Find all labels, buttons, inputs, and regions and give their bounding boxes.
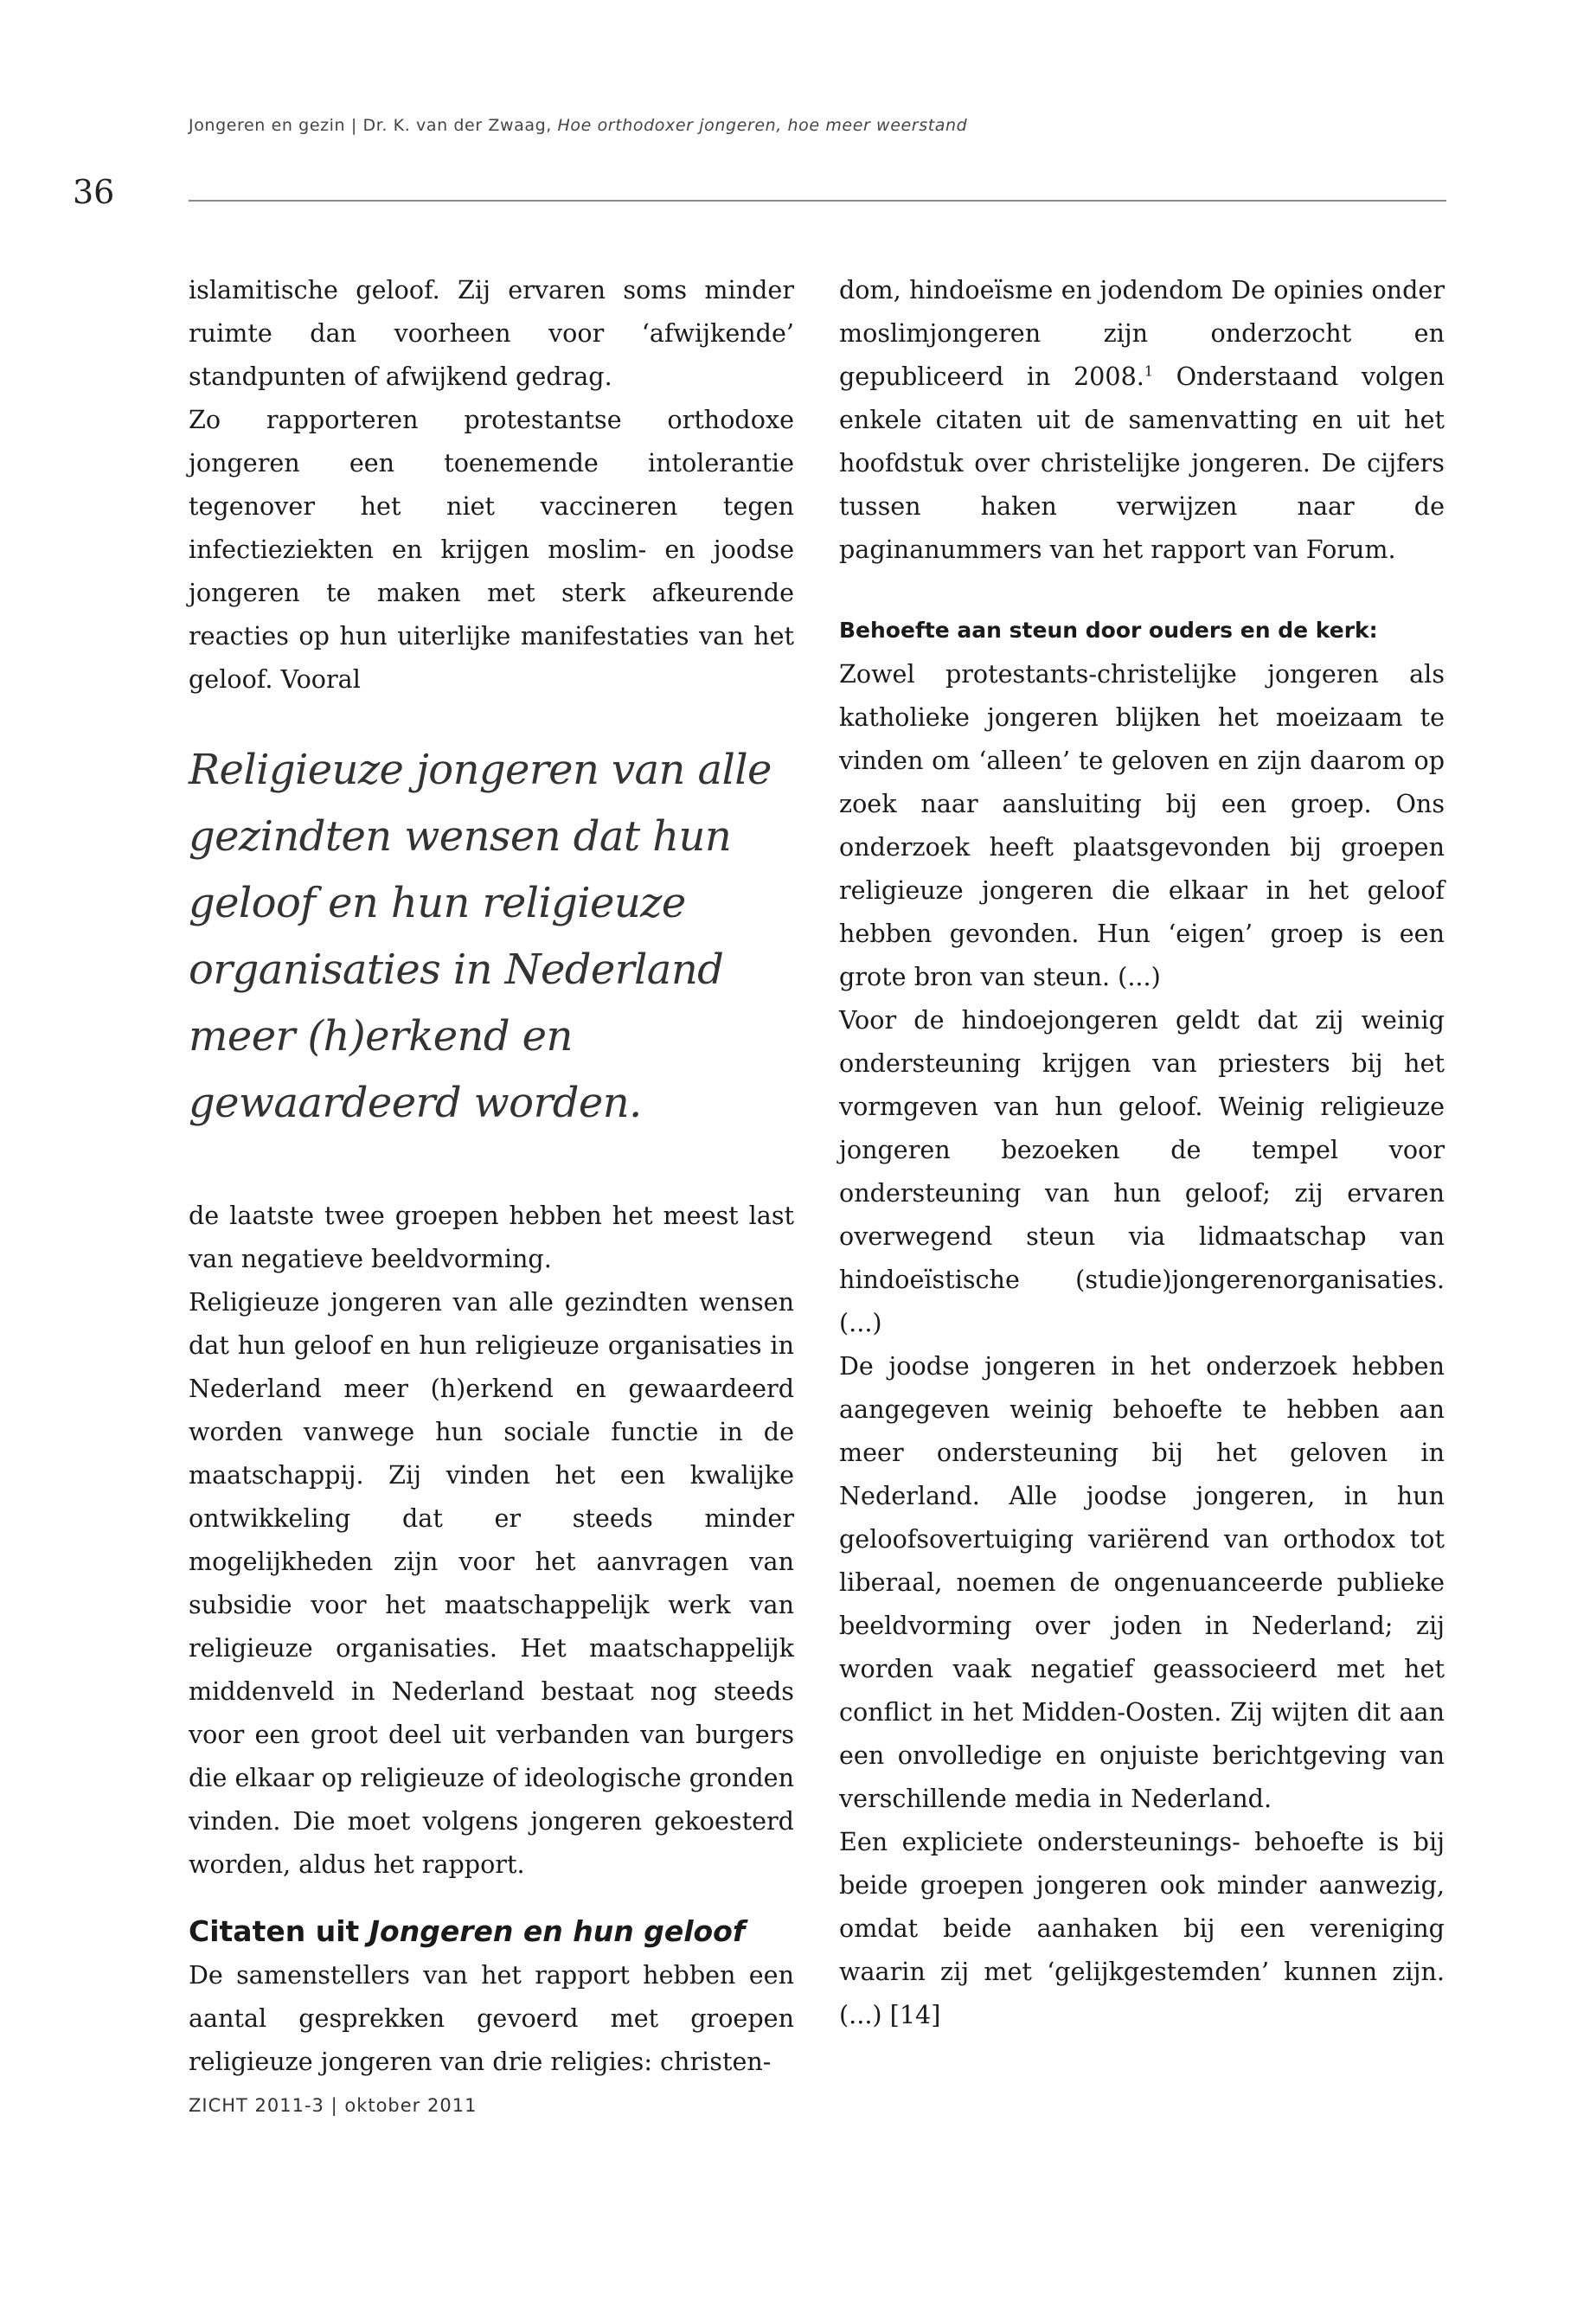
left-column bbox=[189, 268, 794, 2083]
section-heading-prefix: Citaten uit bbox=[189, 1914, 369, 1948]
body-paragraph: islamitische geloof. Zij ervaren soms minder ruimte dan voorheen voor ‘afwijkende’ standpunten of afwijkend gedrag. bbox=[189, 275, 794, 391]
body-paragraph bbox=[839, 268, 1445, 571]
right-column bbox=[839, 268, 1445, 2036]
body-paragraph: De joodse jongeren in het onderzoek hebben aangegeven weinig behoefte te hebben aan meer ondersteuning bij het geloven in Nederland. Alle joodse jongeren, in hun geloofsovertuiging variërend van orthodox tot liberaal, noemen de ongenuanceerde publieke beeldvorming over joden in Nederland; zij worden vaak negatief geassocieerd met het conflict in het Midden-Oosten. Zij wijten dit aan een onvolledige en onjuiste berichtgeving van verschillende media in Nederland. bbox=[839, 1351, 1445, 1813]
body-paragraph: Voor de hindoejongeren geldt dat zij weinig ondersteuning krijgen van priesters bij het vormgeven van hun geloof. Weinig religieuze jongeren bezoeken de tempel voor ondersteuning van hun geloof; zij ervaren overwegend steun via lidmaatschap van hindoeïstische (studie)jongerenorganisaties. (...) bbox=[839, 1005, 1445, 1337]
header-divider bbox=[189, 200, 1446, 202]
body-paragraph: de laatste twee groepen hebben het meest last van negatieve beeldvorming. bbox=[189, 1201, 794, 1273]
body-paragraph: Zowel protestants-christelijke jongeren als katholieke jongeren blijken het moeizaam te vinden om ‘alleen’ te geloven en zijn daarom op zoek naar aansluiting bij een groep. Ons onderzoek heeft plaatsgevonden bij groepen religieuze jongeren die elkaar in het geloof hebben gevonden. Hun ‘eigen’ groep is een grote bron van steun. (...) bbox=[839, 659, 1445, 991]
body-paragraph: Zo rapporteren protestantse orthodoxe jongeren een toenemende intolerantie tegenover het niet vaccineren tegen infectieziekten en krijgen moslim- en joodse jongeren te maken met sterk afkeurende reacties op hun uiterlijke manifestaties van het geloof. Vooral bbox=[189, 405, 794, 694]
paragraph-text: dom, hindoeïsme en jodendom De opinies onder moslimjongeren zijn onderzocht en gepubliceerd in 2008. bbox=[839, 275, 1445, 391]
body-paragraph: Religieuze jongeren van alle gezindten wensen dat hun geloof en hun religieuze organisaties in Nederland meer (h)erkend en gewaardeerd worden vanwege hun sociale functie in de maatschappij. Zij vinden het een kwalijke ontwikkeling dat er steeds minder mogelijkheden zijn voor het aanvragen van subsidie voor het maatschappelijk werk van religieuze organisaties. Het maatschappelijk middenveld in Nederland bestaat nog steeds voor een groot deel uit verbanden van burgers die elkaar op religieuze of ideologische gronden vinden. Die moet volgens jongeren gekoesterd worden, aldus het rapport. bbox=[189, 1287, 794, 1879]
subheading: Behoefte aan steun door ouders en de kerk: bbox=[839, 618, 1378, 643]
pull-quote: Religieuze jongeren van alle gezindten wensen dat hun geloof en hun religieuze organisaties in Nederland meer (h)erkend en gewaardeerd worden. bbox=[189, 746, 772, 1127]
footer: ZICHT 2011-3 | oktober 2011 bbox=[189, 2095, 478, 2116]
running-head bbox=[189, 116, 1452, 135]
running-head-title: Hoe orthodoxer jongeren, hoe meer weerstand bbox=[557, 116, 968, 135]
section-heading-title: Jongeren en hun geloof bbox=[369, 1914, 746, 1948]
section-heading bbox=[189, 1910, 794, 1953]
body-paragraph: Een expliciete ondersteunings- behoefte is bij beide groepen jongeren ook minder aanwezig, omdat beide aanhaken bij een vereniging waarin zij met ‘gelijkgestemden’ kunnen zijn. (...) [14] bbox=[839, 1827, 1445, 2029]
body-paragraph: De samenstellers van het rapport hebben een aantal gesprekken gevoerd met groepen religieuze jongeren van drie religies: christen- bbox=[189, 1960, 794, 2076]
footnote-marker: 1 bbox=[1144, 362, 1154, 380]
running-head-prefix: Jongeren en gezin | Dr. K. van der Zwaag, bbox=[189, 116, 558, 135]
paragraph-text: Onderstaand volgen enkele citaten uit de samenvatting en uit het hoofdstuk over christelijke jongeren. De cijfers tussen haken verwijzen naar de paginanummers van het rapport van Forum. bbox=[839, 362, 1445, 564]
page-number: 36 bbox=[73, 173, 115, 211]
